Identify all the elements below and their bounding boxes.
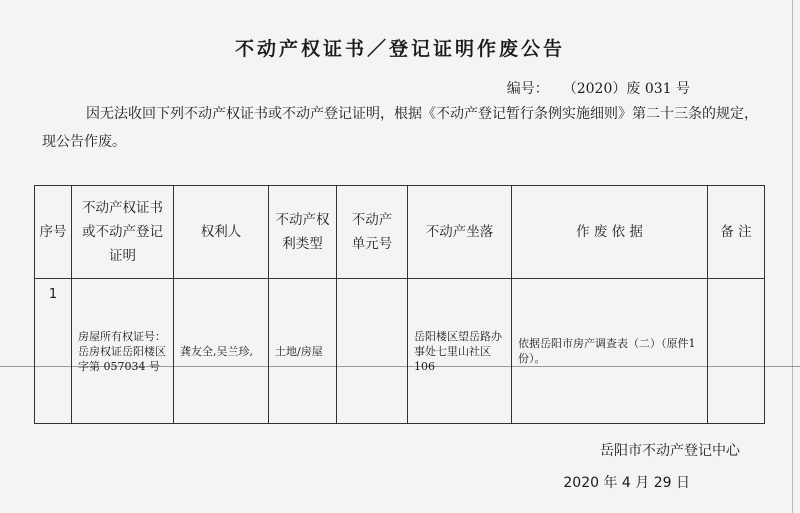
header-note: 备 注 [708,186,765,279]
cell-basis: 依据岳阳市房产调查表（二）（原件1份）。 [512,279,708,424]
document-number-label: 编号： [506,81,549,97]
cell-cert: 房屋所有权证号：岳房权证岳阳楼区字第 057034 号 [72,279,174,424]
cell-note [708,279,765,424]
scan-line-horizontal [0,366,800,367]
void-certificate-table [34,185,765,424]
page-title: 不动产权证书／登记证明作废公告 [234,38,565,60]
cell-right-type: 土地/房屋 [269,279,337,424]
document-number [507,78,690,98]
scan-line-vertical [792,0,793,513]
issuer-name: 岳阳市不动产登记中心 [600,443,740,459]
header-basis: 作 废 依 据 [512,186,708,279]
table-header-row [35,186,765,279]
table-row [35,279,765,424]
issue-date: 2020 年 4 月 29 日 [563,475,690,491]
cell-holder: 龚友全,吴兰珍, [174,279,269,424]
document-number-value: （2020）废 031 号 [562,81,690,97]
header-cert: 不动产权证书或不动产登记证明 [72,186,174,279]
announcement-paragraph: 因无法收回下列不动产权证书或不动产登记证明，根据《不动产登记暂行条例实施细则》第二十三条的规定，现公告作废。 [42,106,758,150]
header-holder: 权利人 [174,186,269,279]
cell-location: 岳阳楼区望岳路办事处七里山社区 106 [408,279,512,424]
cell-unit-no [337,279,408,424]
header-right-type: 不动产权利类型 [269,186,337,279]
cell-seq: 1 [35,279,72,424]
header-location: 不动产坐落 [408,186,512,279]
header-seq: 序号 [35,186,72,279]
header-unit-no: 不动产单元号 [337,186,408,279]
